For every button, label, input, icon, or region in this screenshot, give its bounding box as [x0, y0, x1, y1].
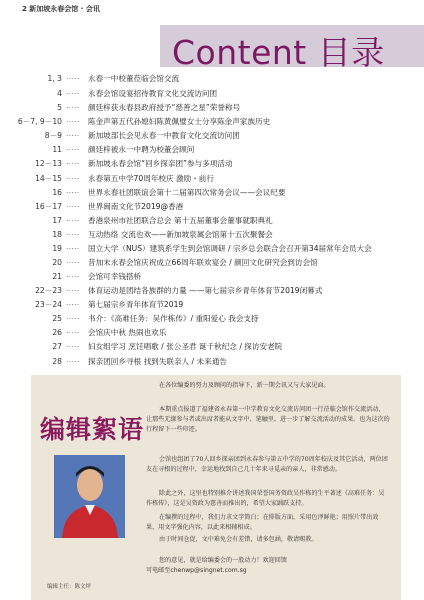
- toc-entry: [0, 256, 424, 270]
- editor-photo: [54, 455, 125, 538]
- toc-entry: [0, 298, 424, 312]
- toc-entry-title: 世界永春社团联谊会第十二届第四次常务会议——会议纪要: [88, 188, 286, 197]
- toc-leader-dots: ·····: [66, 217, 80, 225]
- toc-leader-dots: ·····: [66, 104, 80, 112]
- editorial-paragraph-text: 除此之外，这里也特别推介讲述我国荣誉国务资政吴作栋的生平著述《高难任务：吴作栋传》，这是吴资政为慈善而推出的，希望大家踊跃支持。: [146, 490, 385, 507]
- toc-page-number: 25: [52, 314, 62, 323]
- toc-entry-title: 颜廷梓被永一中聘为校董会顾问: [88, 145, 195, 154]
- toc-entry: [0, 228, 424, 242]
- toc-leader-dots: ·····: [66, 175, 80, 183]
- toc-leader-dots: ·····: [66, 118, 80, 126]
- toc-leader-dots: ·····: [66, 245, 80, 253]
- toc-entry: [0, 115, 424, 129]
- toc-entry: [0, 242, 424, 256]
- editorial-paragraph-text: 在各位编委的努力及顾问的指导下，新一期会讯又与大家见面。: [159, 382, 330, 389]
- toc-entry-title: 国立大学（NUS）建筑系学生到会馆调研 / 宗乡总会联合会召开第34届常年会员大会: [88, 244, 372, 253]
- toc-entry-title: 妇女组学习 烹饪唱歌 / 张公圣君 诞千秋纪念 / 探访安老院: [88, 342, 283, 351]
- photo-caption: 编辑主任：陈文坪: [47, 584, 92, 590]
- toc-entry: [0, 340, 424, 354]
- toc-page-number: 1, 3: [47, 74, 62, 83]
- toc-leader-dots: ·····: [66, 287, 80, 295]
- toc-leader-dots: ·····: [66, 203, 80, 211]
- toc-entry-title: 昔加末永春会馆庆祝成立66周年联欢宴会 / 颜回文化研究会到访会馆: [88, 258, 318, 267]
- editorial-heading: 编辑絮语: [40, 415, 145, 444]
- toc-entry-title: 探亲团回乡寻根 找到失联亲人 / 未来通告: [88, 357, 227, 366]
- toc-leader-dots: ·····: [66, 146, 80, 154]
- toc-leader-dots: ·····: [66, 315, 80, 323]
- editorial-paragraph-text: 可电邮至chenwp@singnet.com.sg: [146, 567, 247, 574]
- toc-entry: [0, 355, 424, 369]
- toc-entry-title: 新加坡永春会馆“回乡探亲团”参与多项活动: [88, 159, 233, 168]
- running-head: 2 新加坡永春会馆 · 会讯: [22, 5, 100, 13]
- toc-page-number: 5: [57, 103, 62, 112]
- editorial-paragraph-text: 在编撰的过程中，我们力求文字简白；在排版方面，采用色泽鲜艳；用照片带出效果，用文字强化内容，以此来相辅相成。: [146, 514, 379, 531]
- toc-entry-title: 新加坡部长会见永春一中教育文化交流访问团: [88, 131, 240, 140]
- toc-entry-title: 第七届宗乡青年体育节2019: [88, 300, 184, 309]
- toc-page-number: 19: [52, 244, 62, 253]
- toc-entry-title: 书介：《高难任务：吴作栋传》/ 重阳爱心 我会支持: [88, 314, 259, 323]
- editorial-paragraph: [146, 405, 390, 435]
- toc-entry: [0, 72, 424, 86]
- toc-entry-title: 香港泉州市社团联合总会 第十五届董事会董事就职典礼: [88, 216, 273, 225]
- editorial-paragraph-text: 本期重点报道了福建省永春第一中学教育文化交流访问团一行莅临会馆作交流活动，让那些无缘参与者或出席者能从文字中、笔触里，进一步了解交流活动的成果。也为这次的行程留下一些印迹。: [146, 406, 390, 433]
- toc-page-number: 18: [52, 230, 62, 239]
- page-title: Content 目录: [172, 33, 385, 72]
- toc-entry-title: 颜廷梓获永春县政府授予“慈善之星”荣誉称号: [88, 103, 241, 112]
- toc-page-number: 16－17: [35, 202, 62, 211]
- toc-entry: [0, 129, 424, 143]
- toc-page-number: 27: [52, 342, 62, 351]
- toc-page-number: 11: [52, 145, 62, 154]
- toc-page-number: 22－23: [35, 286, 62, 295]
- toc-leader-dots: ·····: [66, 90, 80, 98]
- toc-page-number: 21: [52, 272, 62, 281]
- toc-leader-dots: ·····: [66, 75, 80, 83]
- toc-page-number: 4: [57, 89, 62, 98]
- editorial-paragraph-text: 您的意见，就是给编委会的一股动力！欢迎回馈: [159, 557, 287, 564]
- toc-page-number: 28: [52, 357, 62, 366]
- editorial-paragraph: [146, 513, 390, 533]
- toc-entry-title: 互动热络 交流也欢——新加坡泉属会馆第十五次聚餐会: [88, 230, 273, 239]
- toc-entry-title: 体育运动是团结各族群的力量 ——第七届宗乡青年体育节2019闭幕式: [88, 286, 323, 295]
- toc-leader-dots: ·····: [66, 301, 80, 309]
- toc-page-number: 6－7, 9－10: [17, 117, 62, 126]
- toc-page-number: 8－9: [44, 131, 62, 140]
- toc-entry: [0, 326, 424, 340]
- toc-entry-title: 永春第五中学70周年校庆 激励・前行: [88, 174, 214, 183]
- editorial-paragraph: [146, 455, 390, 475]
- toc-page-number: 23－24: [35, 300, 62, 309]
- toc-page-number: 12－13: [35, 159, 62, 168]
- toc-entry: [0, 284, 424, 298]
- toc-entry: [0, 186, 424, 200]
- toc-entry-title: 永春一中校董莅临会馆交流: [88, 74, 180, 83]
- toc-leader-dots: ·····: [66, 132, 80, 140]
- toc-entry: [0, 101, 424, 115]
- toc-leader-dots: ·····: [66, 189, 80, 197]
- toc-leader-dots: ·····: [66, 259, 80, 267]
- editorial-paragraph: [146, 556, 390, 566]
- editorial-paragraph: [146, 489, 390, 509]
- editor-portrait-icon: [54, 455, 125, 538]
- toc-entry-title: 世界闽南文化节2019@香港: [88, 202, 184, 211]
- toc-leader-dots: ·····: [66, 273, 80, 281]
- toc-entry: [0, 200, 424, 214]
- editorial-paragraph-text: 由于时间仓促，文中难免会有差错，请多包涵，敬请赐教。: [159, 536, 318, 543]
- toc-entry-title: 永春会馆设宴招待教育文化交流访问团: [88, 89, 218, 98]
- editorial-paragraph: [146, 381, 390, 391]
- toc-entry: [0, 143, 424, 157]
- toc-entry: [0, 312, 424, 326]
- toc-entry-title: 会馆可幸钱搭桥: [88, 272, 142, 281]
- toc-page-number: 17: [52, 216, 62, 225]
- toc-entry-title: 会馆庆中秋 热闹也欢乐: [88, 328, 167, 337]
- toc-entry: [0, 157, 424, 171]
- toc-leader-dots: ·····: [66, 343, 80, 351]
- editorial-paragraph: [146, 535, 390, 545]
- toc-entry: [0, 214, 424, 228]
- toc-entry: [0, 270, 424, 284]
- toc-entry-title: 陈金声第五代孙媳妇陈黄佩璧女士分享陈金声家族历史: [88, 117, 271, 126]
- toc-entry: [0, 172, 424, 186]
- toc-leader-dots: ·····: [66, 329, 80, 337]
- toc-page-number: 20: [52, 258, 62, 267]
- editorial-paragraph-text: 会馆也组团了70人回乡探亲团到永春参与第五中学的70周年校庆及其它活动，两位团友在寻根的过程中，幸运地找到自己几十年来寻觅亲的亲人，非常感动。: [146, 456, 388, 473]
- toc-leader-dots: ·····: [66, 231, 80, 239]
- toc-page-number: 16: [52, 188, 62, 197]
- toc-leader-dots: ·····: [66, 160, 80, 168]
- toc-entry: [0, 87, 424, 101]
- toc-page-number: 26: [52, 328, 62, 337]
- toc-page-number: 14－15: [35, 174, 62, 183]
- toc-leader-dots: ·····: [66, 358, 80, 366]
- editorial-paragraph: [146, 566, 390, 576]
